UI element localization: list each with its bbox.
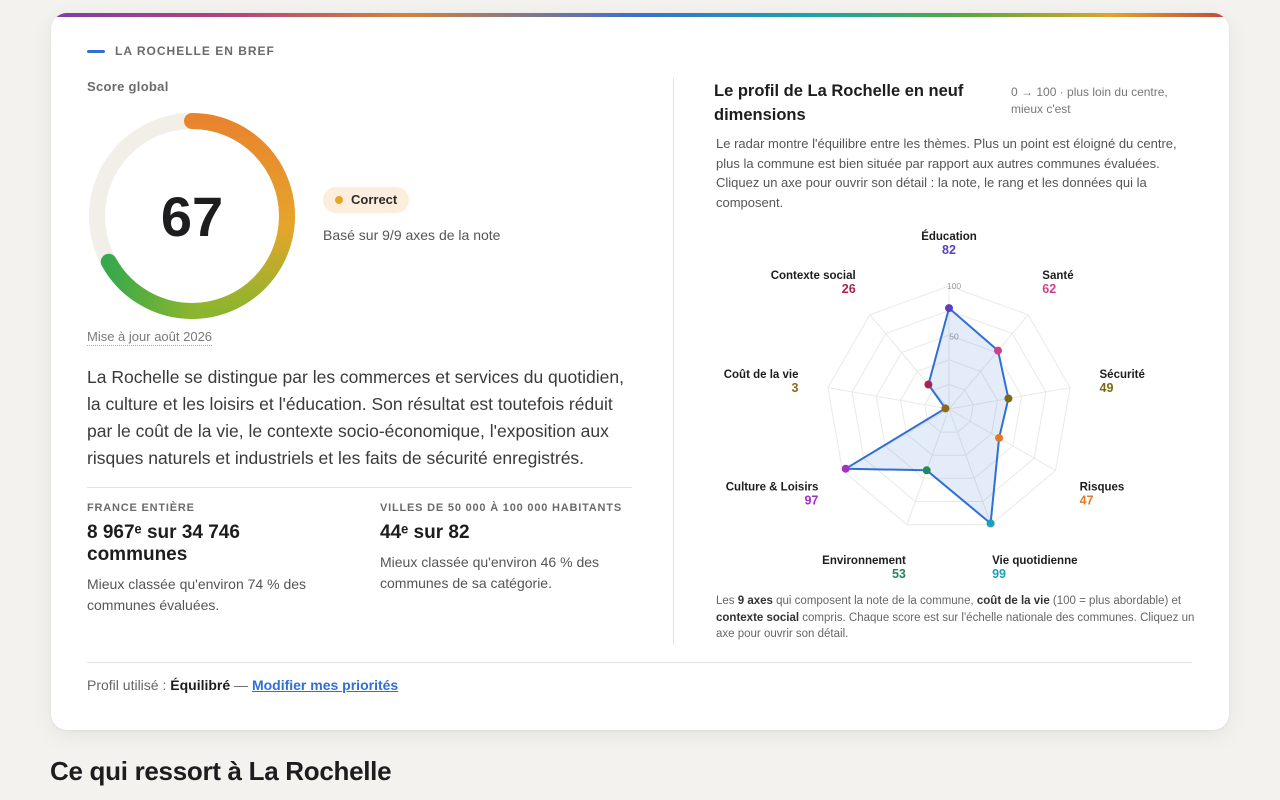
radar-point[interactable] [987, 519, 995, 527]
radar-axis-label[interactable]: Coût de la vie [723, 369, 799, 381]
radar-axis-label-group[interactable] [822, 555, 906, 581]
radar-title: Le profil de La Rochelle en neuf dimensions [714, 82, 964, 124]
radar-axis-score[interactable]: 62 [1042, 282, 1057, 297]
foot-text: Les [716, 595, 738, 607]
eyebrow-text: LA ROCHELLE EN BREF [115, 44, 275, 58]
foot-bold: 9 axes [737, 595, 773, 607]
foot-text: (100 = plus abordable) et [1049, 595, 1182, 607]
foot-bold: coût de la vie [976, 595, 1050, 607]
rank-value: 44ᵉ sur 82 [380, 522, 470, 543]
rank-value: 8 967ᵉ sur 34 746 communes [87, 522, 240, 565]
section-title: Ce qui ressort à La Rochelle [50, 756, 392, 786]
radar-axis-score[interactable]: 82 [942, 243, 956, 257]
rank-heading: VILLES DE 50 000 À 100 000 HABITANTS [380, 502, 622, 514]
profile-prefix: Profil utilisé : [87, 677, 171, 693]
radar-axis-label[interactable]: Culture & Loisirs [725, 481, 819, 494]
radar-axis-score[interactable]: 3 [791, 381, 799, 395]
radar-point[interactable] [941, 404, 949, 412]
radar-point[interactable] [842, 465, 850, 473]
based-on-text: Basé sur 9/9 axes de la note [323, 227, 501, 243]
radar-axis-label-group[interactable] [726, 482, 819, 508]
profile-name: Équilibré [170, 677, 231, 693]
foot-text: qui composent la note de la commune, [772, 595, 977, 607]
radar-axis-label-group[interactable] [724, 369, 799, 395]
rank-description: Mieux classée qu'environ 74 % des communes évaluées. [87, 576, 307, 613]
radar-axis-score[interactable]: 49 [1099, 381, 1114, 395]
radar-axis-label-group[interactable] [1080, 482, 1125, 508]
radar-axis-label[interactable]: Risques [1079, 481, 1125, 494]
radar-axis-label-group[interactable] [921, 230, 977, 257]
summary-text: La Rochelle se distingue par les commerces et services du quotidien, la culture et les loisirs et l'éducation. Son résultat est toutefois réduit par le coût de la vie, le contexte socio-économique, l'exposition aux risques naturels et industriels et les faits de sécurité enregistrés. [87, 367, 624, 468]
radar-axis-score[interactable]: 26 [841, 282, 856, 297]
radar-axis-label[interactable]: Sécurité [1099, 369, 1145, 381]
score-value: 67 [160, 184, 224, 248]
foot-bold: contexte social [716, 611, 800, 624]
radar-axis-label-group[interactable] [771, 270, 856, 296]
radar-point[interactable] [923, 466, 931, 474]
footer-divider [87, 662, 1192, 663]
radar-axis-label-group[interactable] [1042, 270, 1073, 296]
rank-description: Mieux classée qu'environ 46 % des communes de sa catégorie. [380, 554, 600, 591]
radar-axis-label[interactable]: Éducation [921, 231, 977, 243]
radar-spoke [828, 388, 949, 409]
radar-axis-score[interactable]: 97 [804, 493, 819, 508]
profile-line [87, 677, 398, 693]
foot-text: compris. Chaque score est sur l'échelle nationale des communes. Cliquez un axe pour ouvrir son détail. [716, 611, 1195, 640]
score-label: Score global [87, 79, 169, 94]
radar-point[interactable] [945, 304, 953, 312]
radar-axis-label[interactable]: Contexte social [770, 270, 856, 283]
radar-axis-label[interactable]: Vie quotidienne [992, 554, 1078, 567]
radar-point[interactable] [1004, 395, 1012, 403]
radar-tick-100: 100 [946, 281, 962, 291]
radar-axis-label[interactable]: Santé [1042, 270, 1074, 283]
radar-axis-score[interactable]: 53 [891, 566, 906, 581]
radar-point[interactable] [924, 381, 932, 389]
updated-date[interactable]: Mise à jour août 2026 [87, 329, 213, 344]
radar-scale-note: 0 → 100 · plus loin du centre, mieux c'est [1011, 85, 1168, 116]
profile-separator: — [230, 677, 252, 693]
radar-axis-score[interactable]: 99 [992, 566, 1007, 581]
badge-label: Correct [351, 192, 398, 207]
radar-point[interactable] [994, 347, 1002, 355]
radar-point[interactable] [995, 434, 1003, 442]
radar-footnote [716, 593, 1196, 643]
radar-intro: Le radar montre l'équilibre entre les thèmes. Plus un point est éloigné du centre, plus la commune est bien située par rapport aux autres communes évaluées. Cliquez un axe pour ouvrir son détail : la note, le rang et les données qui la composent. [716, 136, 1177, 210]
radar-axis-label[interactable]: Environnement [822, 554, 906, 567]
radar-axis-label-group[interactable] [992, 555, 1077, 581]
radar-axis-score[interactable]: 47 [1079, 493, 1094, 508]
modify-priorities-link[interactable]: Modifier mes priorités [251, 677, 399, 693]
summary-card [51, 13, 1229, 730]
radar-labels [724, 230, 1145, 581]
radar-axis-label-group[interactable] [1100, 369, 1145, 395]
rank-heading: FRANCE ENTIÈRE [87, 502, 195, 514]
